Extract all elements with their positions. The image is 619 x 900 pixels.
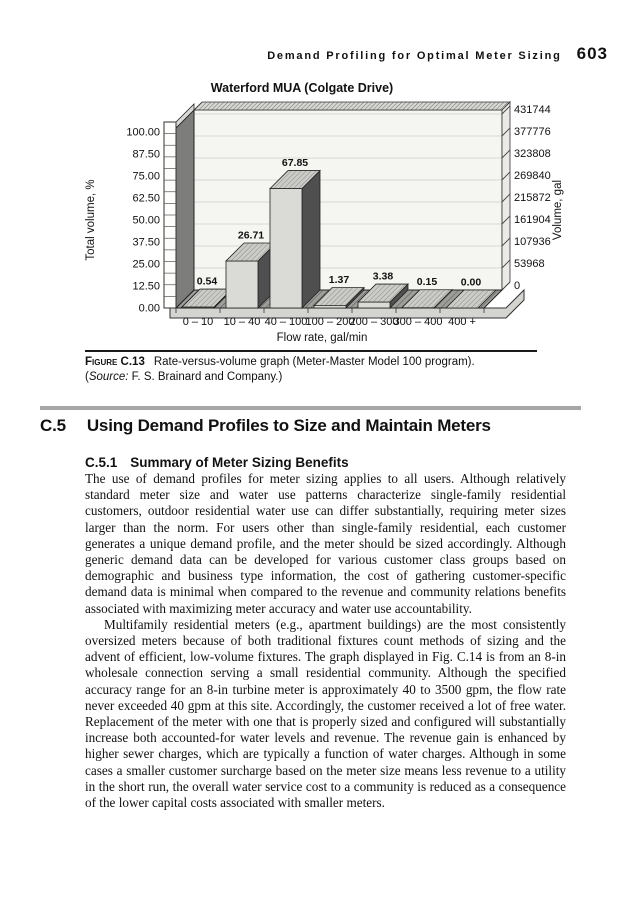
page-number: 603 (576, 44, 608, 63)
bar-value-label: 0.54 (196, 275, 218, 288)
right-tick-label: 0 (514, 280, 521, 292)
x-tick-label: 200 – 300 (349, 316, 399, 328)
x-tick-label: 40 – 100 (264, 316, 308, 328)
subsection-heading (85, 455, 349, 470)
body-text (85, 471, 566, 811)
bar-value-label: 3.38 (372, 270, 394, 283)
caption-text: Rate-versus-volume graph (Meter-Master Model 100 program). (153, 356, 475, 368)
caption-source-label: Source: (88, 371, 129, 383)
paragraph-1: The use of demand profiles for meter sizing applies to all users. Although relatively standard meter size and water use patterns characterize single-family residential customers, outdoor residential water use can differ substantially, requiring meter sizes larger than the norm. For users other than single-family residential, each customer generates a unique demand profile, and the meter should be sized accordingly. Although generic demand data can be developed for various customer class groups based on demographic and business type information, the cost of gathering customer-specific demand data is minimal when compared to the revenue and community relations benefits associated with maximizing meter accuracy and water use accountability. (85, 471, 566, 616)
bar-value-label: 1.37 (328, 274, 350, 287)
right-tick-label: 107936 (514, 236, 551, 248)
caption-source-open: ( (85, 371, 89, 383)
section-heading (40, 416, 491, 436)
left-tick-label: 0.00 (138, 302, 160, 315)
caption-source (85, 370, 555, 385)
bar-2 (270, 171, 320, 308)
caption-source-text: F. S. Brainard and Company.) (128, 371, 283, 383)
left-tick-label: 100.00 (126, 126, 160, 139)
bar-value-label: 0.15 (416, 276, 438, 289)
left-tick-label: 62.50 (132, 192, 160, 205)
section-rule (40, 406, 581, 410)
caption-label: Figure C.13 (85, 356, 145, 368)
right-tick-label: 215872 (514, 192, 551, 204)
left-tick-label: 87.50 (132, 148, 160, 161)
left-tick-label: 75.00 (132, 170, 160, 183)
right-tick-label: 161904 (514, 214, 551, 226)
chart-title: Waterford MUA (Colgate Drive) (210, 81, 394, 95)
left-tick-label: 12.50 (132, 280, 160, 293)
paragraph-2: Multifamily residential meters (e.g., apartment buildings) are the most consistently oversized meters because of both traditional fixtures count methods of sizing and the advent of efficient, low-volume fixtures. The graph displayed in Fig. C.14 is from an 8-in wholesale connection serving a small residential community. Although the specified accuracy range for an 8-in turbine meter is approximately 40 to 3500 gpm, the flow rate never exceeded 40 gpm at this site. Accordingly, the customer received a lot of free water. Replacement of the meter with one that is properly sized and configured will substantially increase both accounted-for water levels and revenue. The revenue gain is enhanced by higher sewer charges, which are typically a function of water charges. Although in some cases a smaller customer surcharge based on the meter size means less revenue to a utility in the short run, the overall water service cost to a community is reduced as a consequence of the lower capital costs associated with smaller meters. (85, 616, 566, 811)
right-tick-label: 53968 (514, 258, 545, 270)
running-head (267, 44, 608, 64)
x-axis-title: Flow rate, gal/min (276, 332, 368, 344)
running-title: Demand Profiling for Optimal Meter Sizing (267, 50, 562, 62)
left-axis-title: Total volume, % (85, 179, 97, 261)
subsection-number: C.5.1 (85, 455, 118, 470)
right-axis-title: Volume, gal (552, 179, 564, 241)
figure-caption (85, 355, 555, 385)
caption-line1 (85, 355, 555, 370)
right-tick-label: 269840 (514, 170, 551, 182)
rate-volume-chart (80, 80, 580, 350)
section-title: Using Demand Profiles to Size and Maintain Meters (86, 416, 491, 435)
right-tick-label: 431744 (514, 104, 551, 116)
bar-value-label: 0.00 (460, 276, 482, 289)
subsection-title: Summary of Meter Sizing Benefits (130, 455, 349, 470)
x-tick-label: 100 – 200 (305, 316, 355, 328)
left-tick-label: 25.00 (132, 258, 160, 271)
bar-value-label: 26.71 (237, 229, 265, 242)
right-tick-label: 323808 (514, 148, 551, 160)
x-tick-label: 400 + (448, 316, 476, 328)
section-number: C.5 (40, 416, 66, 435)
chart-svg (80, 80, 580, 350)
right-tick-label: 377776 (514, 126, 551, 138)
left-tick-label: 50.00 (132, 214, 160, 227)
x-tick-label: 300 – 400 (393, 316, 443, 328)
bar-value-label: 67.85 (281, 157, 309, 170)
left-tick-label: 37.50 (132, 236, 160, 249)
caption-rule (85, 350, 537, 352)
x-tick-label: 0 – 10 (182, 316, 214, 328)
x-tick-label: 10 – 40 (223, 316, 261, 328)
